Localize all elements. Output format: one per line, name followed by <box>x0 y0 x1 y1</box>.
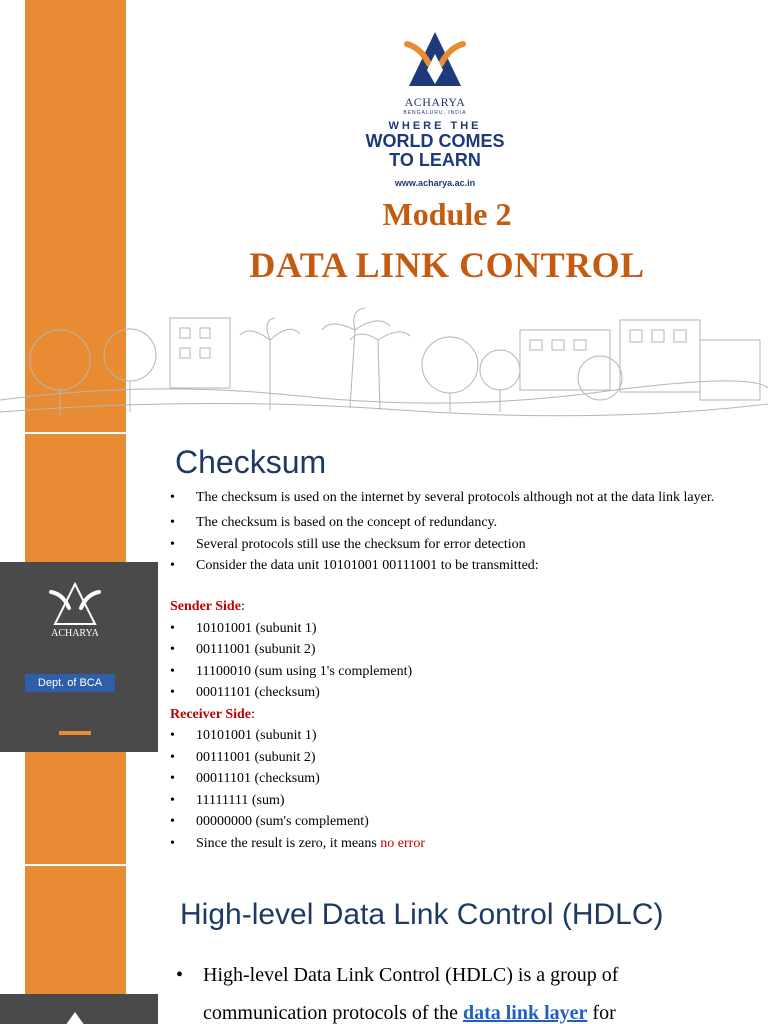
list-item: • 00011101 (checksum) <box>170 682 760 704</box>
logo-tagline-1: WHERE THE <box>388 120 482 132</box>
orange-dash <box>59 731 91 735</box>
slide-heading: Checksum <box>175 444 327 480</box>
sender-section <box>170 596 760 854</box>
slide-heading: High-level Data Link Control (HDLC) <box>180 898 664 931</box>
label-colon: : <box>240 599 245 614</box>
list-item: • 11100010 (sum using 1's complement) <box>170 661 760 683</box>
list-item: • 10101001 (subunit 1) <box>170 725 760 747</box>
receiver-label <box>170 704 760 726</box>
logo-location: BENGALURU, INDIA <box>403 110 467 116</box>
acharya-emblem-icon <box>65 1012 85 1024</box>
logo-tagline-2: WORLD COMES <box>365 131 505 151</box>
slide-title: DATA LINK CONTROL <box>249 245 645 285</box>
bullet-text-part2: for <box>587 1002 616 1024</box>
sidebar-brand: ACHARYA <box>51 628 99 639</box>
logo-tagline-3: TO LEARN <box>389 150 481 170</box>
bullet-dot: • <box>176 964 184 986</box>
hdlc-bullet <box>176 956 736 1024</box>
hdlc-bullet-text <box>176 956 736 1024</box>
logo-brand: ACHARYA <box>404 95 466 109</box>
sender-label-text: Sender Side <box>170 599 241 614</box>
receiver-list <box>170 725 760 854</box>
bullet-text-part1: High-level Data Link Control (HDLC) is a group of communication protocols of the <box>203 964 619 1024</box>
data-link-layer-link[interactable]: data link layer <box>462 1002 588 1024</box>
list-item: • 00000000 (sum's complement) <box>170 811 760 833</box>
list-item: • The checksum is used on the internet by several protocols although not at the data link layer. <box>170 490 760 506</box>
logo-url: www.acharya.ac.in <box>394 178 476 188</box>
sidebar-panel <box>0 562 158 752</box>
list-item: • Several protocols still use the checksum for error detection <box>170 534 760 556</box>
acharya-logo <box>340 30 530 188</box>
list-item: • Consider the data unit 10101001 00111001 to be transmitted: <box>170 556 760 576</box>
hdlc-slide <box>0 866 768 1024</box>
campus-sketch-illustration <box>0 300 768 432</box>
result-item <box>170 833 760 855</box>
result-text: Since the result is zero, it means <box>196 835 381 851</box>
list-item: • 10101001 (subunit 1) <box>170 618 760 640</box>
acharya-emblem-icon <box>47 582 103 626</box>
no-error-text: no error <box>380 835 425 851</box>
module-number: Module 2 <box>382 196 512 232</box>
list-item: • The checksum is based on the concept of redundancy. <box>170 512 760 534</box>
sender-label <box>170 596 760 618</box>
sender-list <box>170 618 760 704</box>
list-item: • 00011101 (checksum) <box>170 768 760 790</box>
acharya-emblem-icon <box>403 30 467 88</box>
label-colon: : <box>251 706 255 722</box>
dept-badge: Dept. of BCA <box>25 674 115 692</box>
sidebar-panel <box>0 994 158 1024</box>
list-item: • 00111001 (subunit 2) <box>170 747 760 769</box>
receiver-label-text: Receiver Side <box>170 706 251 722</box>
list-item: • 00111001 (subunit 2) <box>170 639 760 661</box>
list-item: • 11111111 (sum) <box>170 790 760 812</box>
checksum-slide <box>0 434 768 864</box>
checksum-content <box>170 490 760 576</box>
title-slide <box>0 0 768 432</box>
